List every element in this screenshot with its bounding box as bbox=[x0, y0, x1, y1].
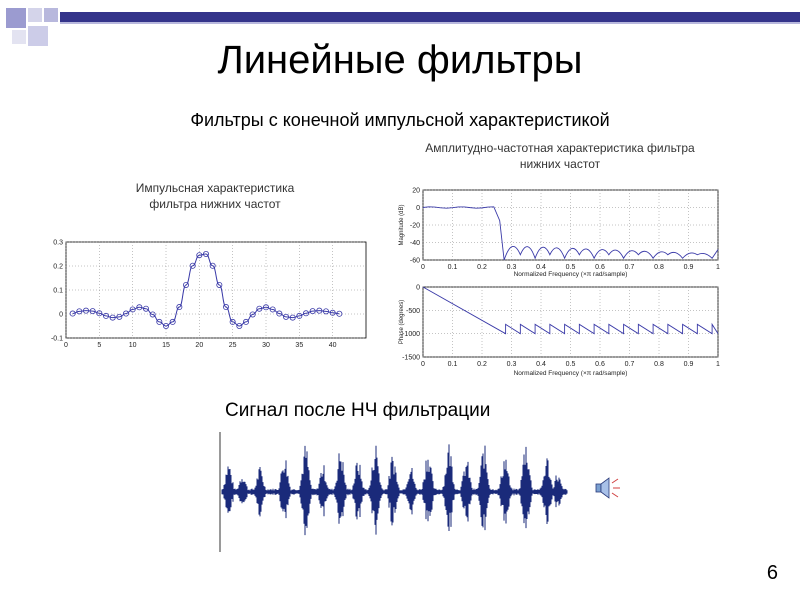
impulse-xtick-label: 0 bbox=[64, 342, 68, 349]
magnitude-caption-line-2: нижних частот bbox=[519, 157, 601, 171]
decor-square-2 bbox=[28, 8, 42, 22]
magnitude-ytick-label: 20 bbox=[412, 187, 420, 195]
magnitude-xtick-label: 0.9 bbox=[683, 264, 694, 271]
magnitude-caption-line-1: Амплитудно-частотная характеристика фильтра bbox=[425, 141, 695, 155]
page-number: 6 bbox=[766, 562, 778, 584]
impulse-xtick-label: 5 bbox=[97, 342, 102, 349]
impulse-ytick-label: 0.1 bbox=[53, 287, 63, 295]
phase-xtick-label: 0.1 bbox=[447, 361, 458, 368]
impulse-xtick-label: 25 bbox=[228, 342, 237, 349]
magnitude-response-chart bbox=[385, 182, 730, 282]
phase-xtick-label: 0.8 bbox=[654, 361, 664, 368]
magnitude-ytick-label: -40 bbox=[409, 240, 420, 247]
impulse-xtick-label: 40 bbox=[328, 342, 337, 349]
magnitude-xtick-label: 0.7 bbox=[624, 264, 635, 271]
phase-xtick-label: 0.9 bbox=[683, 361, 694, 368]
magnitude-xtick-label: 0.8 bbox=[654, 264, 664, 271]
impulse-xtick-label: 10 bbox=[128, 342, 137, 349]
phase-xtick-label: 0.7 bbox=[624, 361, 635, 368]
magnitude-ytick-label: 0 bbox=[416, 205, 420, 212]
phase-xtick-label: 0.3 bbox=[506, 361, 517, 368]
magnitude-xtick-label: 0.1 bbox=[447, 264, 458, 271]
slide-title: Линейные фильтры bbox=[217, 38, 583, 82]
magnitude-xtick-label: 0.3 bbox=[506, 264, 517, 271]
phase-xtick-label: 0 bbox=[421, 361, 425, 368]
magnitude-ylabel: Magnitude (dB) bbox=[399, 204, 405, 246]
impulse-caption-line-1: Импульсная характеристика bbox=[135, 181, 295, 195]
magnitude-ytick-label: -20 bbox=[409, 222, 420, 230]
phase-response-chart bbox=[385, 282, 730, 382]
signal-trace bbox=[222, 444, 567, 535]
magnitude-xtick-label: 0.5 bbox=[565, 264, 576, 271]
impulse-ytick-label: 0.2 bbox=[53, 263, 63, 271]
phase-xtick-label: 0.6 bbox=[595, 361, 605, 368]
impulse-xtick-label: 35 bbox=[295, 342, 304, 349]
phase-xtick-label: 1 bbox=[716, 361, 720, 368]
impulse-ytick-label: -0.1 bbox=[50, 335, 63, 343]
phase-ytick-label: -1000 bbox=[402, 331, 420, 339]
magnitude-xlabel: Normalized Frequency (×π rad/sample) bbox=[513, 271, 628, 278]
magnitude-xtick-label: 1 bbox=[716, 264, 720, 271]
decor-square-3 bbox=[44, 8, 58, 22]
impulse-xtick-label: 20 bbox=[195, 342, 204, 349]
phase-ytick-label: 0 bbox=[416, 284, 420, 292]
magnitude-xtick-label: 0.4 bbox=[536, 264, 546, 271]
filtered-signal-waveform bbox=[218, 432, 578, 552]
magnitude-xtick-label: 0.2 bbox=[477, 264, 487, 271]
phase-plot-area bbox=[423, 287, 718, 357]
magnitude-xtick-label: 0 bbox=[421, 264, 425, 271]
speaker-icon[interactable] bbox=[592, 474, 624, 502]
phase-xlabel: Normalized Frequency (×π rad/sample) bbox=[513, 370, 628, 377]
phase-xtick-label: 0.4 bbox=[536, 361, 546, 368]
impulse-ytick-label: 0 bbox=[59, 311, 63, 319]
impulse-response-chart bbox=[28, 234, 373, 354]
magnitude-ytick-label: -60 bbox=[409, 257, 420, 265]
phase-xtick-label: 0.5 bbox=[565, 361, 576, 368]
phase-ytick-label: -500 bbox=[405, 307, 420, 315]
phase-ylabel: Phase (degrees) bbox=[399, 299, 405, 345]
phase-ytick-label: -1500 bbox=[402, 354, 420, 362]
phase-xtick-label: 0.2 bbox=[477, 361, 487, 368]
title-rule-light bbox=[60, 22, 800, 24]
impulse-chart-caption bbox=[60, 180, 370, 212]
decor-square-1 bbox=[6, 8, 26, 28]
impulse-ytick-label: 0.3 bbox=[53, 239, 63, 247]
impulse-xtick-label: 15 bbox=[162, 342, 170, 349]
signal-title: Сигнал после НЧ фильтрации bbox=[225, 400, 491, 421]
title-rule bbox=[60, 12, 800, 22]
slide-subtitle: Фильтры с конечной импульсной характеристикой bbox=[190, 110, 610, 130]
impulse-xtick-label: 30 bbox=[262, 342, 270, 349]
impulse-caption-line-2: фильтра нижних частот bbox=[149, 197, 281, 211]
magnitude-chart-caption bbox=[375, 140, 745, 172]
magnitude-xtick-label: 0.6 bbox=[595, 264, 605, 271]
